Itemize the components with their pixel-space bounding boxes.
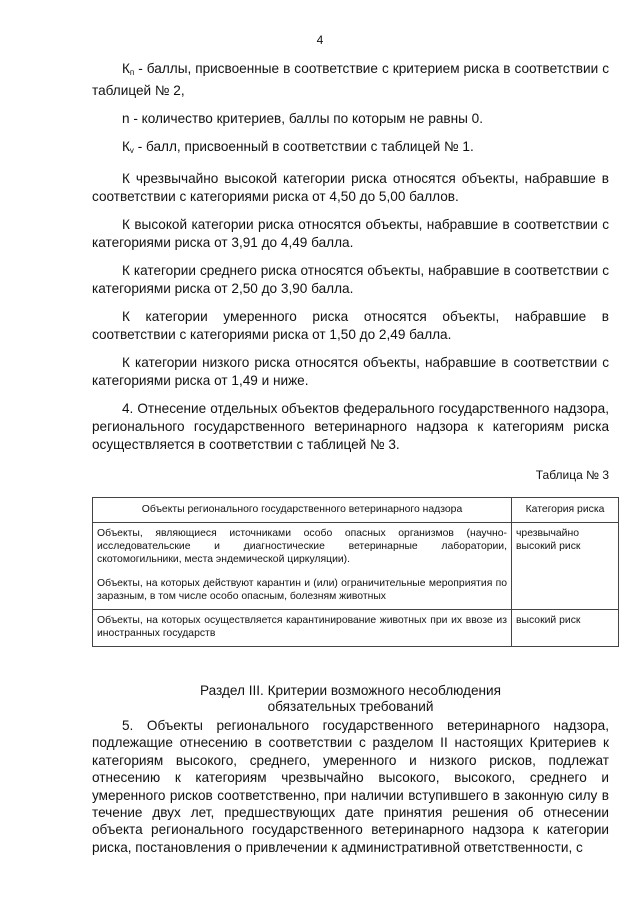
paragraph-moderate-risk: К категории умеренного риска относятся объекты, набравшие в соответствии с категориями риска от 1,50 до 2,49 балла.	[92, 309, 609, 342]
table-caption: Таблица № 3	[535, 468, 609, 482]
kv-symbol: К	[122, 139, 130, 154]
section-title-line: обязательных требований	[267, 699, 434, 714]
header-category: Категория риска	[512, 498, 619, 523]
table-cell-category: высокий риск	[512, 610, 619, 647]
kn-definition: - баллы, присвоенные в соответствие с критерием риска в соответствии с таблицей № 2,	[92, 61, 609, 98]
paragraph-extremely-high-risk: К чрезвычайно высокой категории риска относятся объекты, набравшие в соответствии с категориями риска от 4,50 до 5,00 баллов.	[92, 171, 609, 204]
objects-text: Объекты, на которых осуществляется карантинирование животных при их ввозе из иностранных государств	[97, 615, 507, 639]
paragraph-item-5: 5. Объекты регионального государственного ветеринарного надзора, подлежащие отнесению в соответствии с разделом II настоящих Критериев к категориям высокого, среднего, умеренного и низкого рисков, подлежат отнесению к категориям чрезвычайно высокого, высокого, среднего и умеренного рисков соответственно, при наличии вступившего в законную силу в течение двух лет, предшествующих дате принятия решения об отнесении объекта регионального государственного ветеринарного надзора к категории риска, постановления о привлечении к административной ответственности, с	[92, 718, 609, 855]
kn-symbol: К	[122, 61, 130, 76]
table-cell-category: чрезвычайно высокий риск	[512, 523, 619, 610]
paragraph-n: n - количество критериев, баллы по которым не равны 0.	[122, 111, 483, 126]
page-number: 4	[316, 33, 324, 47]
paragraph-kv	[92, 138, 609, 160]
section-title	[92, 683, 609, 715]
paragraph-high-risk: К высокой категории риска относятся объекты, набравшие в соответствии с категориями риска от 3,91 до 4,49 балла.	[92, 217, 609, 250]
table-row	[93, 523, 619, 610]
header-objects: Объекты регионального государственного ветеринарного надзора	[93, 498, 512, 523]
kv-definition: - балл, присвоенный в соответствии с таблицей № 1.	[133, 139, 474, 154]
table-cell-objects	[93, 523, 512, 610]
paragraph-kn	[92, 60, 609, 100]
kn-subscript: п	[129, 68, 135, 77]
kv-subscript: v	[129, 146, 134, 155]
table-header-row	[93, 498, 619, 523]
paragraph-low-risk: К категории низкого риска относятся объекты, набравшие в соответствии с категориями риска от 1,49 и ниже.	[92, 355, 609, 388]
paragraph-item-4: 4. Отнесение отдельных объектов федерального государственного надзора, регионального государственного ветеринарного надзора к категориям риска осуществляется в соответствии с таблицей № 3.	[92, 401, 609, 452]
risk-category-table	[92, 497, 619, 647]
table-cell-objects	[93, 610, 512, 647]
table-row	[93, 610, 619, 647]
objects-text: Объекты, являющиеся источниками особо опасных организмов (научно-исследовательские и диагностические ветеринарные лаборатории, скотомогильники, места эндемической циркуляции).	[97, 528, 507, 565]
objects-text: Объекты, на которых действуют карантин и (или) ограничительные мероприятия по заразным, в том числе особо опасным, болезням животных	[97, 578, 507, 602]
paragraph-medium-risk: К категории среднего риска относятся объекты, набравшие в соответствии с категориями риска от 2,50 до 3,90 балла.	[92, 263, 609, 296]
document-body	[92, 60, 609, 464]
section-title-line: Раздел III. Критерии возможного несоблюдения	[200, 683, 501, 698]
